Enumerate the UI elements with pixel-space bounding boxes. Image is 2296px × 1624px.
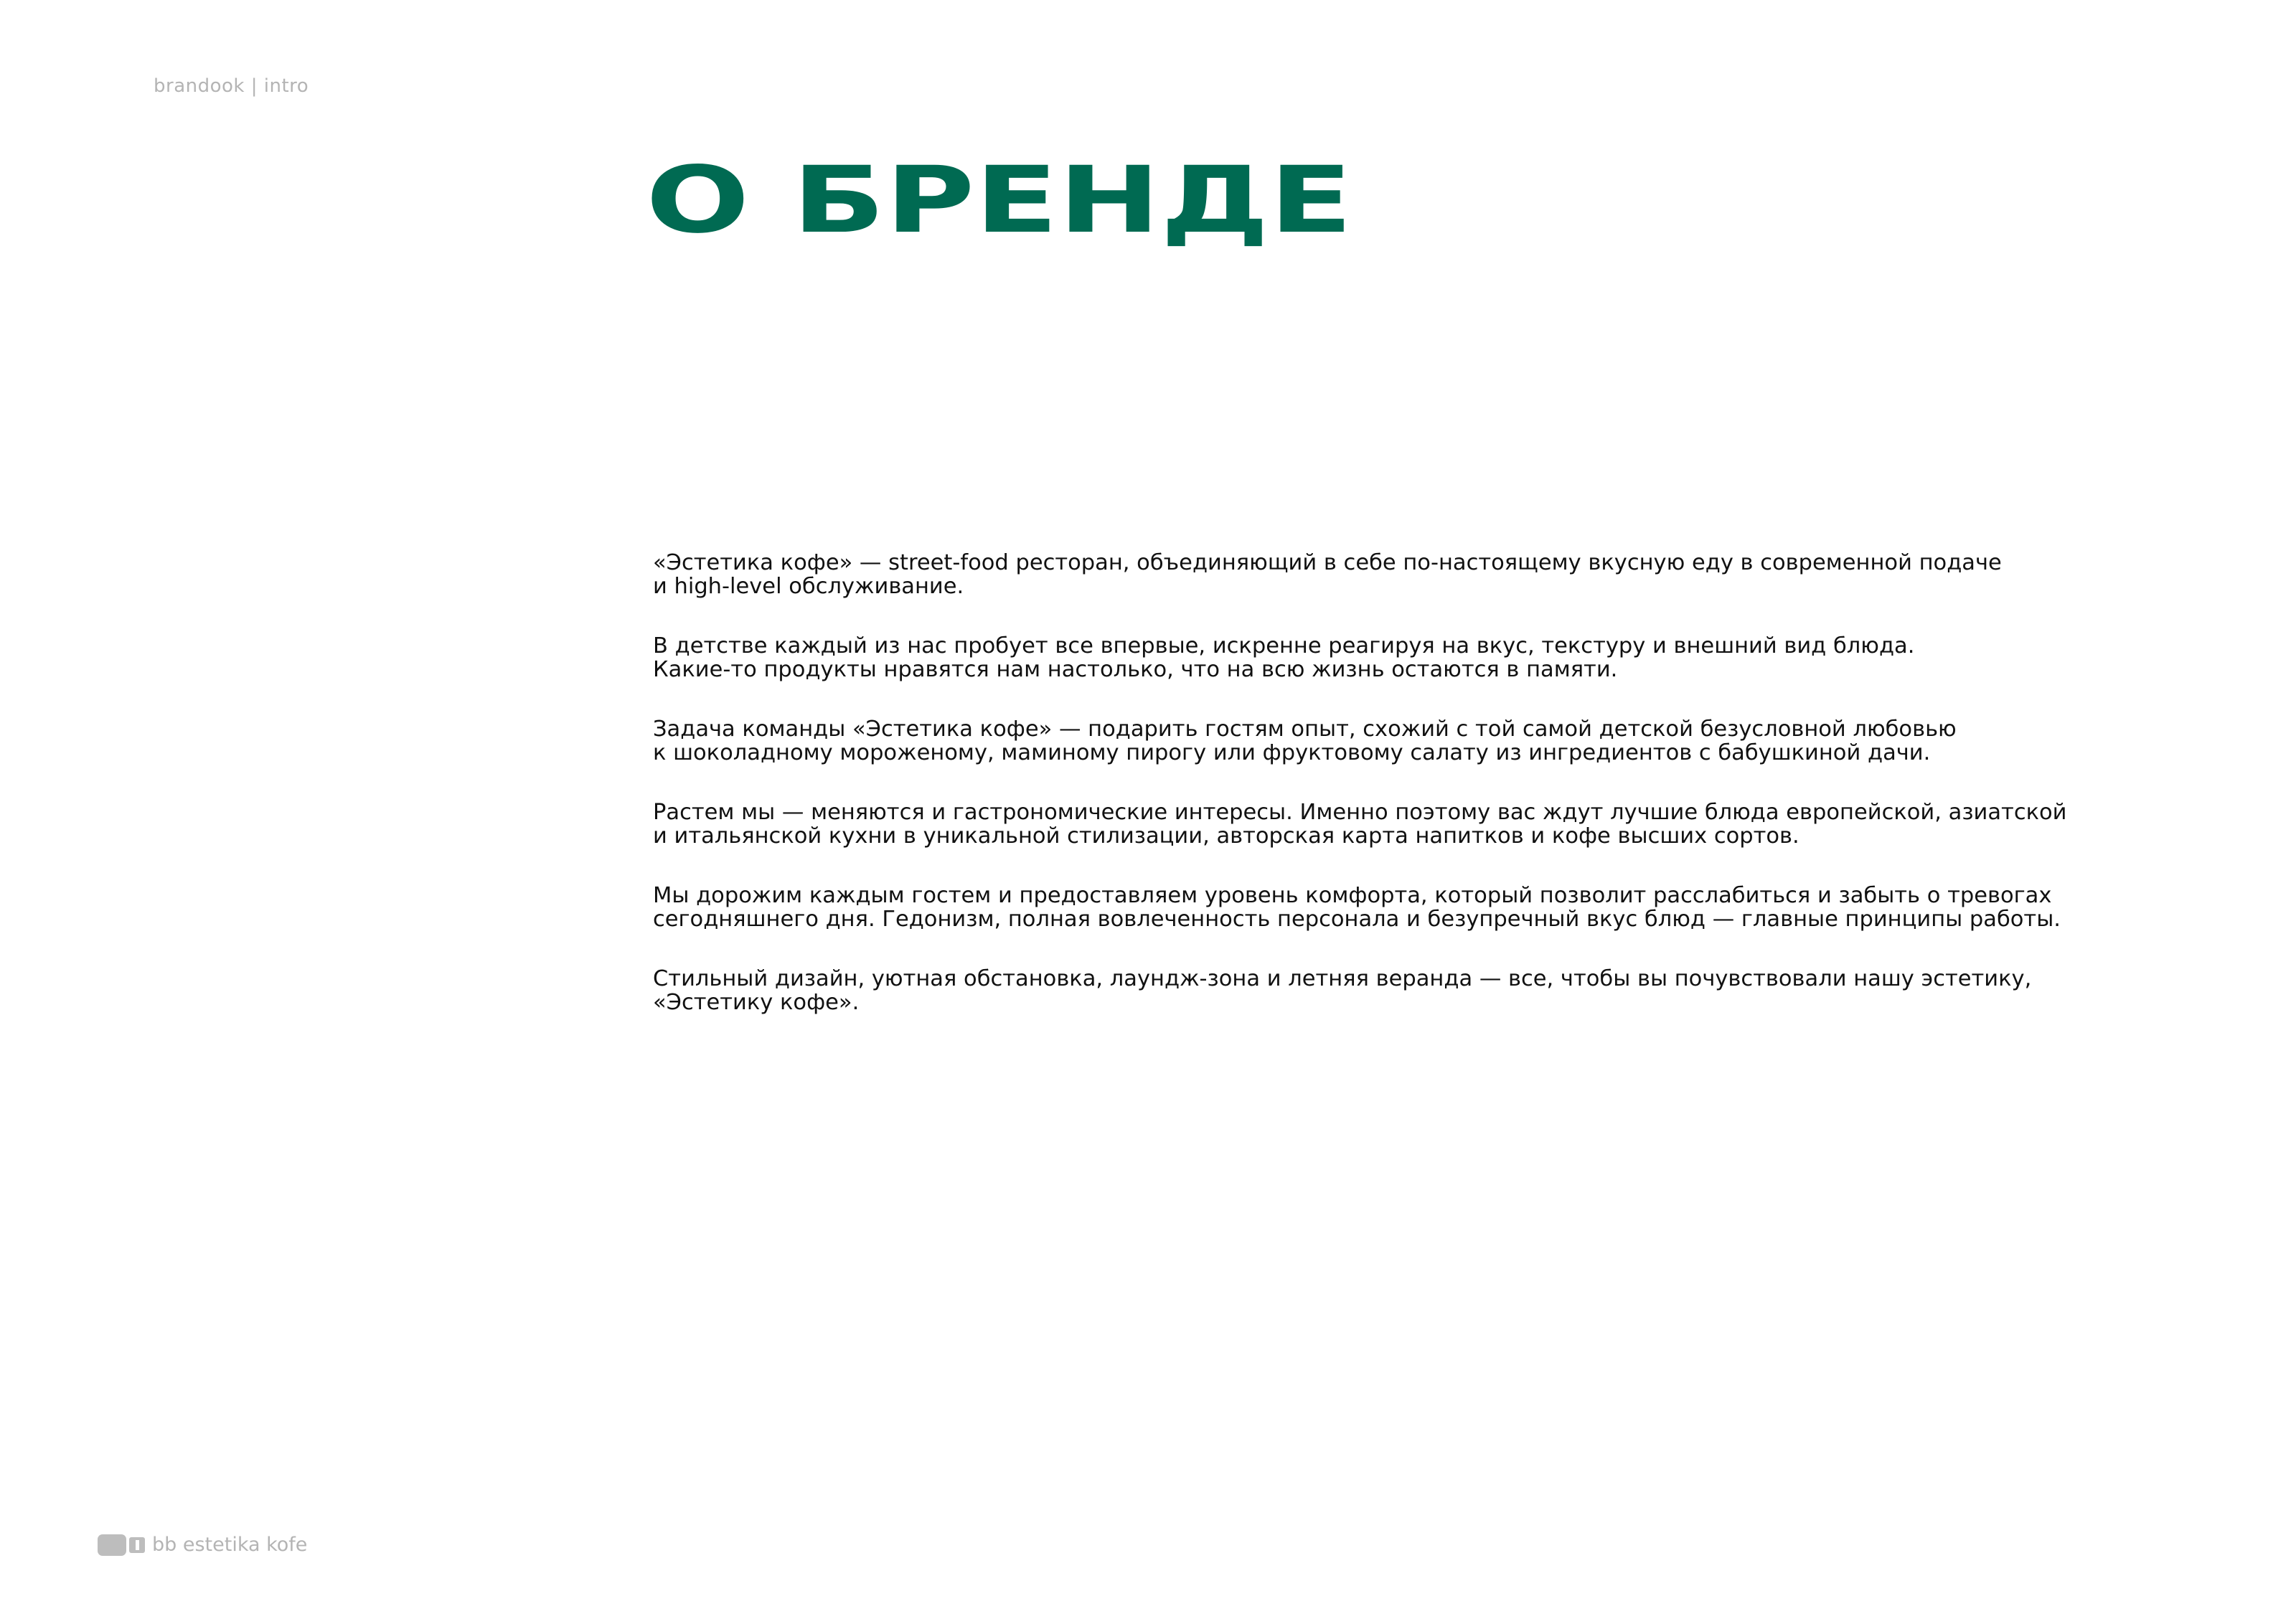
paragraph-cuisine bbox=[653, 801, 2102, 848]
paragraph-line: «Эстетика кофе» — street-food ресторан, объединяющий в себе по-настоящему вкусную еду в современной подаче bbox=[653, 550, 2002, 575]
paragraph-childhood bbox=[653, 634, 2102, 681]
page-title: О БРЕНДЕ bbox=[646, 147, 1353, 254]
paragraph-line: Стильный дизайн, уютная обстановка, лаундж-зона и летняя веранда — все, чтобы вы почувствовали нашу эстетику, bbox=[653, 966, 2032, 991]
paragraph-line: и high-level обслуживание. bbox=[653, 574, 964, 599]
paragraph-intro bbox=[653, 551, 2102, 598]
footer-brand-text: bb estetika kofe bbox=[152, 1534, 308, 1556]
bb-logo-icon bbox=[98, 1534, 145, 1556]
logo-pill-shape bbox=[98, 1534, 126, 1556]
paragraph-line: «Эстетику кофе». bbox=[653, 990, 860, 1015]
paragraph-comfort bbox=[653, 884, 2102, 931]
breadcrumb: brandook | intro bbox=[154, 75, 309, 97]
paragraph-mission bbox=[653, 717, 2102, 765]
body-text bbox=[653, 551, 2102, 1050]
paragraph-line: и итальянской кухни в уникальной стилизации, авторская карта напитков и кофе высших сортов. bbox=[653, 823, 1799, 849]
footer-brand bbox=[98, 1534, 307, 1557]
paragraph-line: сегодняшнего дня. Гедонизм, полная вовлеченность персонала и безупречный вкус блюд — главные принципы работы. bbox=[653, 907, 2061, 932]
paragraph-design bbox=[653, 967, 2102, 1014]
paragraph-line: Какие-то продукты нравятся нам настолько, что на всю жизнь остаются в памяти. bbox=[653, 657, 1618, 682]
paragraph-line: Задача команды «Эстетика кофе» — подарить гостям опыт, схожий с той самой детской безусловной любовью bbox=[653, 717, 1957, 742]
logo-box-shape bbox=[129, 1537, 145, 1553]
paragraph-line: В детстве каждый из нас пробует все впервые, искренне реагируя на вкус, текстуру и внешний вид блюда. bbox=[653, 633, 1915, 658]
paragraph-line: к шоколадному мороженому, маминому пирогу или фруктовому салату из ингредиентов с бабушкиной дачи. bbox=[653, 740, 1931, 765]
paragraph-line: Растем мы — меняются и гастрономические интересы. Именно поэтому вас ждут лучшие блюда европейской, азиатской bbox=[653, 800, 2067, 825]
paragraph-line: Мы дорожим каждым гостем и предоставляем уровень комфорта, который позволит расслабиться и забыть о тревогах bbox=[653, 883, 2052, 908]
